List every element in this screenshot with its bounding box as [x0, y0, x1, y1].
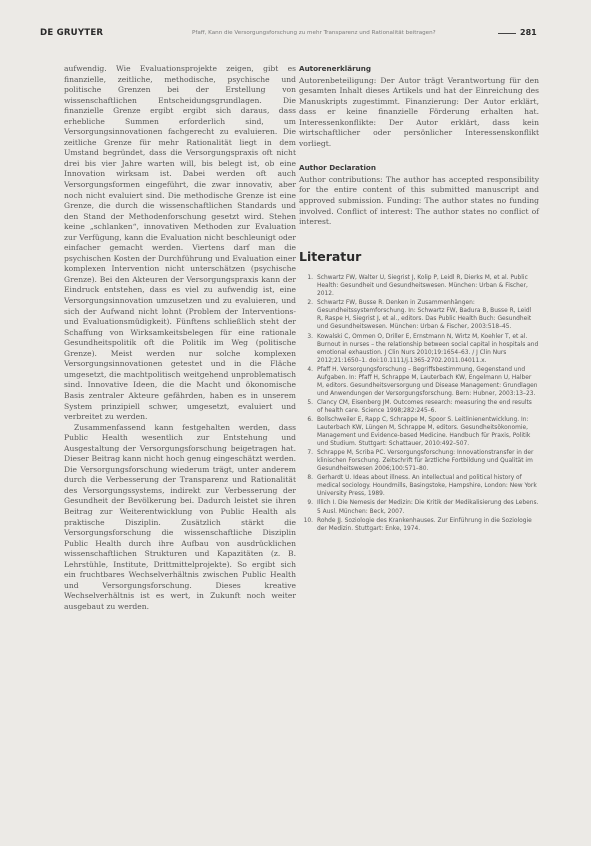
body-paragraph: Zusammenfassend kann festgehalten werden, dass Public Health wesentlich zur Entstehung und Ausgestaltung der Versorgungsforschung beigetragen hat. Dieser Beitrag kann nicht hoch genug eingeschätzt werden. Die Versorgungsforschung wiederum trägt, unter anderem durch die Verbesserung der Transparenz und Rationalität des Versorgungssystems, indirekt zur Verbesserung der Gesundheit der Bevölkerung bei. Dadurch leistet sie ihren Beitrag zur Weiterentwicklung von Public Health als praktische Disziplin. Zusätzlich stärkt die Versorgungsforschung die wissenschaftliche Disziplin Public Health durch ihre Aufbau von ausdrücklichen wissenschaftlichen Strukturen und Kapazitäten (z. B. Lehrstühle, Institute, Drittmittelprojekte). So ergibt sich ein fruchtbares Wechselverhältnis zwischen Public Health und Versorgungsforschung. Dieses kreative Wechselverhältnis ist es wert, in Zukunft noch weiter ausgebaut zu werden. — [64, 422, 296, 611]
section-body: Autorenbeteiligung: Der Autor trägt Verantwortung für den gesamten Inhalt dieses Artikels und hat der Einreichung des Manuskripts zugestimmt. Finanzierung: Der Autor erklärt, dass er keine finanzielle Förderung erhalten hat. Interessenkonflikte: Der Autor erklärt, dass kein wirtschaftlicher oder persönlicher Interessenskonflikt vorliegt. — [299, 75, 539, 148]
reference-item — [299, 499, 539, 515]
running-title: Pfaff, Kann die Versorgungsforschung zu mehr Transparenz und Rationalität beitragen? — [192, 30, 436, 36]
reference-text: Pfaff H. Versorgungsforschung – Begriffsbestimmung, Gegenstand und Aufgaben. In: Pfaff H, Schrappe M, Lauterbach KW, Engelmann U, Halber M, editors. Gesundheitsversorgung und Disease Management: Grundlagen und Anwendungen der Versorgungsforschung. Bern: Hubner, 2003:13–23. — [317, 366, 538, 397]
reference-number: 6. — [307, 417, 313, 423]
reference-item — [299, 474, 539, 498]
page-number: 281 — [520, 28, 537, 37]
reference-number: 10. — [303, 517, 313, 524]
reference-item — [299, 416, 539, 448]
autorenerklaerung-section — [299, 64, 539, 149]
left-column — [64, 64, 296, 612]
reference-number: 8. — [307, 475, 313, 482]
reference-text: Rohde JJ. Soziologie des Krankenhauses. Zur Einführung in die Soziologie der Medizin. Stuttgart: Enke, 1974. — [317, 517, 532, 532]
reference-list — [299, 274, 539, 532]
right-column — [299, 64, 539, 534]
reference-text: Schrappe M, Scriba PC. Versorgungsforschung: Innovationstransfer in der klinischen Forschung. Zeitschrift für ärztliche Fortbildung und Qualität im Gesundheitswesen 2006;100:571–80. — [317, 450, 534, 473]
page-header — [0, 0, 591, 38]
publisher-name: DE GRUYTER — [40, 28, 104, 38]
reference-number: 2. — [307, 300, 313, 307]
reference-item — [299, 449, 539, 473]
reference-text: Gerhardt U. Ideas about illness. An intellectual and political history of medical sociology. Houndmills, Basingstoke, Hampshire, London: New York University Press, 1989. — [317, 475, 537, 498]
reference-item — [299, 274, 539, 298]
reference-number: 5. — [307, 399, 313, 406]
header-rule — [498, 33, 516, 34]
reference-number: 1. — [307, 275, 313, 282]
reference-text: Illich I. Die Nemesis der Medizin: Die Kritik der Medikalisierung des Lebens. 5 Ausl. München: Beck, 2007. — [317, 500, 539, 515]
section-heading: Autorenerklärung — [299, 64, 372, 73]
reference-text: Schwartz FW, Walter U, Siegrist J, Kolip P, Leidl R, Dierks M, et al. Public Health: Gesundheit und Gesundheitswesen. München: Urban & Fischer, 2012. — [317, 275, 528, 298]
reference-number: 4. — [307, 366, 313, 373]
section-heading: Author Declaration — [299, 163, 376, 173]
body-paragraph: aufwendig. Wie Evaluationsprojekte zeigen, gibt es finanzielle, zeitliche, methodische, psychische und politische Grenzen bei der Erstellung von wissenschaftlichen Entscheidungsgrundlagen. Die finanzielle Grenze ergibt ergibt sich daraus, dass erhebliche Summen erforderlich sind, um Versorgungsinnovationen fachgerecht zu evaluieren. Die zeitliche Grenze für mehr Rationalität liegt in dem Umstand begründet, dass die Versorgungspraxis oft nicht drei bis vier Jahre warten will, bis belegt ist, ob eine Innovation wirksam ist. Dabei werden oft auch Versorgungsformen eingeführt, die zwar innovativ, aber noch nicht evaluiert sind. Die methodische Grenze ist eine Grenze, die durch die wissenschaftlichen Standards und den Stand der Methodenforschung gesetzt wird. Stehen keine „schlanken“, innovativen Methoden zur Evaluation zur Verfügung, kann die Evaluation nicht beschleunigt oder einfacher gemacht werden. Viertens darf man die psychischen Kosten der Durchführung und Evaluation einer komplexen Intervention nicht unterschätzen (psychische Grenze). Bei den Akteuren der Versorgungspraxis kann der Eindruck entstehen, dass es viel zu aufwendig ist, eine Versorgungsinnovation umzusetzen und zu evaluieren, und sich der Aufwand nicht lohnt (Problem der Interventions- und Evaluationsmüdigkeit). Fünftens schließlich steht der Schaffung von Wirksamkeitsbelegen für eine rationale Gesundheitspolitik oft die Politik im Weg (politische Grenze). Meist werden nur solche komplexen Versorgungsinnovationen getestet und in die Fläche umgesetzt, die machtpolitisch weitgehend unproblematisch sind. Innovative Ideen, die die Macht und ökonomische Basis zentraler Akteure gefährden, haben es in unserem System prinzipiell schwer, umgesetzt, evaluiert und verbreitet zu werden. — [64, 64, 296, 422]
author-declaration-section — [299, 163, 539, 227]
reference-text: Clancy CM, Eisenberg JM. Outcomes research: measuring the end results of health care. Science 1998;282:245–6. — [317, 399, 532, 414]
reference-number: 7. — [307, 450, 313, 457]
reference-text: Schwartz FW, Busse R. Denken in Zusammenhängen: Gesundheitssystemforschung. In: Schwartz FW, Badura B, Busse R, Leidl R, Raspe H, Siegrist J, et al., editors. Das Public Health Buch: Gesundheit und Gesundheitswesen. München: Urban & Fischer, 2003:518–45. — [317, 300, 532, 331]
reference-item — [299, 517, 539, 533]
reference-item — [299, 333, 539, 365]
reference-item — [299, 366, 539, 398]
reference-item — [299, 399, 539, 415]
reference-item — [299, 299, 539, 331]
reference-number: 9. — [307, 500, 313, 507]
reference-text: Kowalski C, Ommen O, Driller E, Ernstmann N, Wirtz M, Koehler T, et al. Burnout in nurses – the relationship between social capital in hospitals and emotional exhaustion. J Clin Nurs 2010;19:1654–63. / J Clin Nurs 2012;21:1650–1. doi:10.1111/j.1365-2702.2011.04011.x. — [317, 333, 539, 364]
reference-text: Bollschweiler E, Rapp C, Schrappe M, Spoor S. Leitlinienentwicklung. In: Lauterbach KW, Lüngen M, Schrappe M, editors. Gesundheitsökonomie, Management und Evidence-based Medicine. Handbuch für Praxis, Politik und Studium. Stuttgart: Schattauer, 2010:492–507. — [317, 417, 531, 448]
section-body: Author contributions: The author has accepted responsibility for the entire content of this submitted manuscript and approved submission. Funding: The author states no funding involved. Conflict of interest: The author states no conflict of interest. — [299, 174, 539, 227]
literatur-heading: Literatur — [299, 248, 362, 264]
reference-number: 3. — [307, 333, 313, 340]
